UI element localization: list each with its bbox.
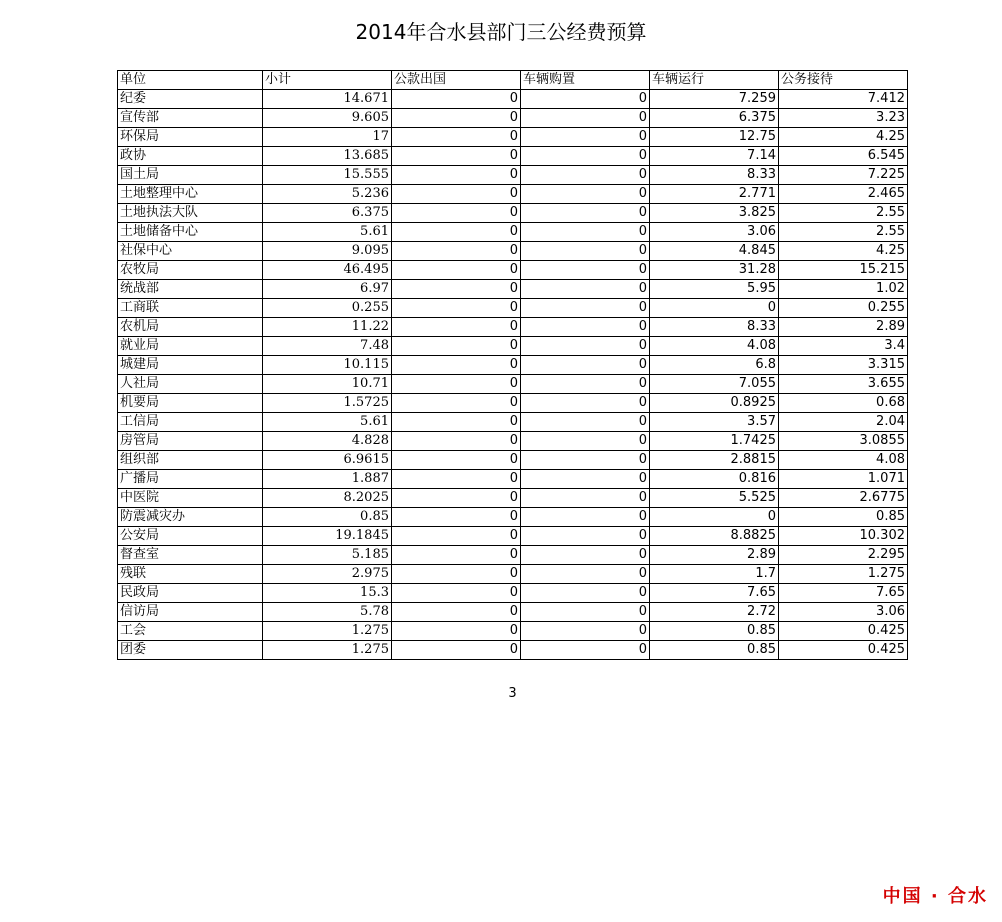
table-row — [118, 394, 908, 413]
cell-overseas-travel: 0 — [392, 565, 521, 584]
cell-unit: 宣传部 — [118, 109, 263, 128]
cell-vehicle-purchase: 0 — [521, 584, 650, 603]
cell-overseas-travel: 0 — [392, 508, 521, 527]
cell-vehicle-purchase: 0 — [521, 299, 650, 318]
cell-vehicle-purchase: 0 — [521, 508, 650, 527]
cell-overseas-travel: 0 — [392, 128, 521, 147]
cell-overseas-travel: 0 — [392, 299, 521, 318]
cell-unit: 残联 — [118, 565, 263, 584]
table-row — [118, 489, 908, 508]
cell-vehicle-operation: 6.375 — [650, 109, 779, 128]
cell-vehicle-purchase: 0 — [521, 451, 650, 470]
cell-vehicle-purchase: 0 — [521, 261, 650, 280]
cell-subtotal: 8.2025 — [263, 489, 392, 508]
cell-subtotal: 1.887 — [263, 470, 392, 489]
cell-official-reception: 2.89 — [779, 318, 908, 337]
cell-subtotal: 10.71 — [263, 375, 392, 394]
cell-vehicle-purchase: 0 — [521, 185, 650, 204]
cell-overseas-travel: 0 — [392, 603, 521, 622]
table-row — [118, 470, 908, 489]
cell-vehicle-operation: 2.72 — [650, 603, 779, 622]
cell-vehicle-operation: 2.771 — [650, 185, 779, 204]
cell-unit: 督查室 — [118, 546, 263, 565]
table-row — [118, 261, 908, 280]
cell-vehicle-operation: 3.825 — [650, 204, 779, 223]
cell-official-reception: 1.071 — [779, 470, 908, 489]
page-title: 2014年合水县部门三公经费预算 — [355, 20, 647, 44]
table-row — [118, 413, 908, 432]
cell-vehicle-purchase: 0 — [521, 527, 650, 546]
cell-vehicle-operation: 0.8925 — [650, 394, 779, 413]
table-row — [118, 546, 908, 565]
cell-vehicle-purchase: 0 — [521, 622, 650, 641]
table-row — [118, 90, 908, 109]
table-row — [118, 375, 908, 394]
cell-official-reception: 1.275 — [779, 565, 908, 584]
cell-vehicle-purchase: 0 — [521, 546, 650, 565]
cell-vehicle-purchase: 0 — [521, 641, 650, 660]
cell-vehicle-operation: 12.75 — [650, 128, 779, 147]
cell-official-reception: 2.6775 — [779, 489, 908, 508]
cell-vehicle-operation: 3.06 — [650, 223, 779, 242]
cell-overseas-travel: 0 — [392, 185, 521, 204]
table-row — [118, 451, 908, 470]
cell-official-reception: 4.25 — [779, 242, 908, 261]
cell-vehicle-purchase: 0 — [521, 147, 650, 166]
cell-overseas-travel: 0 — [392, 489, 521, 508]
cell-subtotal: 19.1845 — [263, 527, 392, 546]
cell-subtotal: 2.975 — [263, 565, 392, 584]
cell-unit: 工会 — [118, 622, 263, 641]
table-row — [118, 622, 908, 641]
cell-unit: 房管局 — [118, 432, 263, 451]
cell-subtotal: 6.97 — [263, 280, 392, 299]
cell-subtotal: 46.495 — [263, 261, 392, 280]
cell-vehicle-operation: 4.845 — [650, 242, 779, 261]
cell-subtotal: 5.185 — [263, 546, 392, 565]
cell-overseas-travel: 0 — [392, 280, 521, 299]
table-row — [118, 242, 908, 261]
cell-vehicle-purchase: 0 — [521, 204, 650, 223]
cell-unit: 政协 — [118, 147, 263, 166]
cell-official-reception: 7.412 — [779, 90, 908, 109]
cell-vehicle-operation: 1.7425 — [650, 432, 779, 451]
table-body — [118, 90, 908, 660]
cell-vehicle-operation: 7.14 — [650, 147, 779, 166]
table-row — [118, 299, 908, 318]
cell-vehicle-operation: 1.7 — [650, 565, 779, 584]
cell-subtotal: 6.375 — [263, 204, 392, 223]
cell-overseas-travel: 0 — [392, 90, 521, 109]
cell-unit: 人社局 — [118, 375, 263, 394]
cell-overseas-travel: 0 — [392, 584, 521, 603]
cell-subtotal: 9.095 — [263, 242, 392, 261]
cell-vehicle-operation: 0 — [650, 299, 779, 318]
column-header-overseas-travel: 公款出国 — [392, 71, 521, 90]
cell-vehicle-operation: 0.816 — [650, 470, 779, 489]
cell-vehicle-operation: 7.055 — [650, 375, 779, 394]
cell-official-reception: 4.08 — [779, 451, 908, 470]
cell-unit: 城建局 — [118, 356, 263, 375]
cell-official-reception: 0.255 — [779, 299, 908, 318]
cell-vehicle-operation: 31.28 — [650, 261, 779, 280]
cell-vehicle-operation: 0 — [650, 508, 779, 527]
cell-overseas-travel: 0 — [392, 147, 521, 166]
cell-subtotal: 5.61 — [263, 223, 392, 242]
cell-official-reception: 7.65 — [779, 584, 908, 603]
cell-unit: 土地整理中心 — [118, 185, 263, 204]
cell-unit: 中医院 — [118, 489, 263, 508]
cell-official-reception: 1.02 — [779, 280, 908, 299]
column-header-unit: 单位 — [118, 71, 263, 90]
table-row — [118, 527, 908, 546]
cell-vehicle-purchase: 0 — [521, 337, 650, 356]
budget-table — [117, 70, 908, 660]
cell-overseas-travel: 0 — [392, 432, 521, 451]
cell-unit: 环保局 — [118, 128, 263, 147]
cell-official-reception: 2.55 — [779, 223, 908, 242]
cell-unit: 农牧局 — [118, 261, 263, 280]
cell-overseas-travel: 0 — [392, 356, 521, 375]
table-row — [118, 166, 908, 185]
cell-official-reception: 3.315 — [779, 356, 908, 375]
column-header-vehicle-purchase: 车辆购置 — [521, 71, 650, 90]
table-row — [118, 223, 908, 242]
cell-vehicle-purchase: 0 — [521, 489, 650, 508]
cell-vehicle-operation: 7.259 — [650, 90, 779, 109]
cell-vehicle-purchase: 0 — [521, 356, 650, 375]
table-row — [118, 356, 908, 375]
table-row — [118, 147, 908, 166]
cell-overseas-travel: 0 — [392, 622, 521, 641]
cell-vehicle-operation: 0.85 — [650, 622, 779, 641]
cell-vehicle-operation: 7.65 — [650, 584, 779, 603]
cell-unit: 组织部 — [118, 451, 263, 470]
cell-subtotal: 5.61 — [263, 413, 392, 432]
table-row — [118, 641, 908, 660]
cell-unit: 土地执法大队 — [118, 204, 263, 223]
table-row — [118, 584, 908, 603]
cell-overseas-travel: 0 — [392, 451, 521, 470]
cell-subtotal: 15.555 — [263, 166, 392, 185]
cell-overseas-travel: 0 — [392, 318, 521, 337]
cell-official-reception: 10.302 — [779, 527, 908, 546]
cell-official-reception: 2.465 — [779, 185, 908, 204]
cell-unit: 信访局 — [118, 603, 263, 622]
cell-subtotal: 0.255 — [263, 299, 392, 318]
cell-official-reception: 2.55 — [779, 204, 908, 223]
cell-official-reception: 15.215 — [779, 261, 908, 280]
cell-vehicle-purchase: 0 — [521, 242, 650, 261]
cell-unit: 国土局 — [118, 166, 263, 185]
cell-vehicle-purchase: 0 — [521, 603, 650, 622]
cell-vehicle-operation: 3.57 — [650, 413, 779, 432]
cell-subtotal: 10.115 — [263, 356, 392, 375]
cell-vehicle-purchase: 0 — [521, 413, 650, 432]
cell-vehicle-operation: 0.85 — [650, 641, 779, 660]
cell-unit: 公安局 — [118, 527, 263, 546]
cell-overseas-travel: 0 — [392, 242, 521, 261]
cell-vehicle-purchase: 0 — [521, 223, 650, 242]
cell-vehicle-operation: 2.8815 — [650, 451, 779, 470]
cell-vehicle-operation: 8.33 — [650, 318, 779, 337]
cell-overseas-travel: 0 — [392, 261, 521, 280]
cell-vehicle-purchase: 0 — [521, 166, 650, 185]
cell-overseas-travel: 0 — [392, 527, 521, 546]
table-row — [118, 109, 908, 128]
cell-unit: 机要局 — [118, 394, 263, 413]
cell-subtotal: 1.275 — [263, 622, 392, 641]
cell-official-reception: 0.425 — [779, 622, 908, 641]
table-row — [118, 337, 908, 356]
cell-subtotal: 0.85 — [263, 508, 392, 527]
cell-official-reception: 3.0855 — [779, 432, 908, 451]
cell-official-reception: 0.85 — [779, 508, 908, 527]
cell-subtotal: 1.5725 — [263, 394, 392, 413]
cell-overseas-travel: 0 — [392, 166, 521, 185]
cell-unit: 工商联 — [118, 299, 263, 318]
cell-unit: 广播局 — [118, 470, 263, 489]
cell-unit: 防震减灾办 — [118, 508, 263, 527]
cell-official-reception: 2.04 — [779, 413, 908, 432]
cell-vehicle-operation: 6.8 — [650, 356, 779, 375]
cell-overseas-travel: 0 — [392, 337, 521, 356]
cell-vehicle-purchase: 0 — [521, 432, 650, 451]
cell-unit: 土地储备中心 — [118, 223, 263, 242]
cell-unit: 统战部 — [118, 280, 263, 299]
cell-official-reception: 4.25 — [779, 128, 908, 147]
cell-official-reception: 3.23 — [779, 109, 908, 128]
cell-official-reception: 7.225 — [779, 166, 908, 185]
table-row — [118, 508, 908, 527]
cell-vehicle-purchase: 0 — [521, 375, 650, 394]
cell-unit: 民政局 — [118, 584, 263, 603]
cell-overseas-travel: 0 — [392, 204, 521, 223]
cell-subtotal: 15.3 — [263, 584, 392, 603]
cell-vehicle-operation: 8.33 — [650, 166, 779, 185]
cell-overseas-travel: 0 — [392, 546, 521, 565]
cell-unit: 团委 — [118, 641, 263, 660]
cell-vehicle-purchase: 0 — [521, 394, 650, 413]
cell-unit: 农机局 — [118, 318, 263, 337]
cell-overseas-travel: 0 — [392, 375, 521, 394]
cell-vehicle-purchase: 0 — [521, 90, 650, 109]
cell-unit: 社保中心 — [118, 242, 263, 261]
table-header-row — [118, 71, 908, 90]
cell-unit: 就业局 — [118, 337, 263, 356]
column-header-official-reception: 公务接待 — [779, 71, 908, 90]
cell-vehicle-operation: 4.08 — [650, 337, 779, 356]
cell-vehicle-purchase: 0 — [521, 565, 650, 584]
cell-unit: 工信局 — [118, 413, 263, 432]
cell-subtotal: 13.685 — [263, 147, 392, 166]
cell-overseas-travel: 0 — [392, 413, 521, 432]
cell-vehicle-operation: 8.8825 — [650, 527, 779, 546]
cell-subtotal: 17 — [263, 128, 392, 147]
cell-subtotal: 7.48 — [263, 337, 392, 356]
cell-subtotal: 14.671 — [263, 90, 392, 109]
cell-vehicle-operation: 5.95 — [650, 280, 779, 299]
cell-overseas-travel: 0 — [392, 470, 521, 489]
cell-official-reception: 3.06 — [779, 603, 908, 622]
table-row — [118, 432, 908, 451]
cell-subtotal: 9.605 — [263, 109, 392, 128]
cell-subtotal: 5.236 — [263, 185, 392, 204]
cell-vehicle-operation: 5.525 — [650, 489, 779, 508]
table-row — [118, 128, 908, 147]
cell-official-reception: 0.425 — [779, 641, 908, 660]
cell-overseas-travel: 0 — [392, 394, 521, 413]
cell-subtotal: 6.9615 — [263, 451, 392, 470]
cell-vehicle-purchase: 0 — [521, 280, 650, 299]
cell-overseas-travel: 0 — [392, 641, 521, 660]
cell-subtotal: 1.275 — [263, 641, 392, 660]
cell-unit: 纪委 — [118, 90, 263, 109]
cell-subtotal: 11.22 — [263, 318, 392, 337]
table-row — [118, 318, 908, 337]
page-number: 3 — [508, 686, 517, 701]
cell-official-reception: 0.68 — [779, 394, 908, 413]
column-header-subtotal: 小计 — [263, 71, 392, 90]
table-row — [118, 565, 908, 584]
cell-vehicle-purchase: 0 — [521, 470, 650, 489]
table-row — [118, 185, 908, 204]
table-row — [118, 204, 908, 223]
cell-subtotal: 5.78 — [263, 603, 392, 622]
table-row — [118, 603, 908, 622]
table-row — [118, 280, 908, 299]
cell-overseas-travel: 0 — [392, 223, 521, 242]
cell-vehicle-purchase: 0 — [521, 109, 650, 128]
cell-vehicle-purchase: 0 — [521, 318, 650, 337]
cell-official-reception: 3.655 — [779, 375, 908, 394]
cell-official-reception: 2.295 — [779, 546, 908, 565]
cell-subtotal: 4.828 — [263, 432, 392, 451]
column-header-vehicle-operation: 车辆运行 — [650, 71, 779, 90]
cell-overseas-travel: 0 — [392, 109, 521, 128]
cell-vehicle-purchase: 0 — [521, 128, 650, 147]
brand-watermark: 中国 · 合水 — [882, 886, 988, 907]
cell-official-reception: 3.4 — [779, 337, 908, 356]
cell-vehicle-operation: 2.89 — [650, 546, 779, 565]
cell-official-reception: 6.545 — [779, 147, 908, 166]
